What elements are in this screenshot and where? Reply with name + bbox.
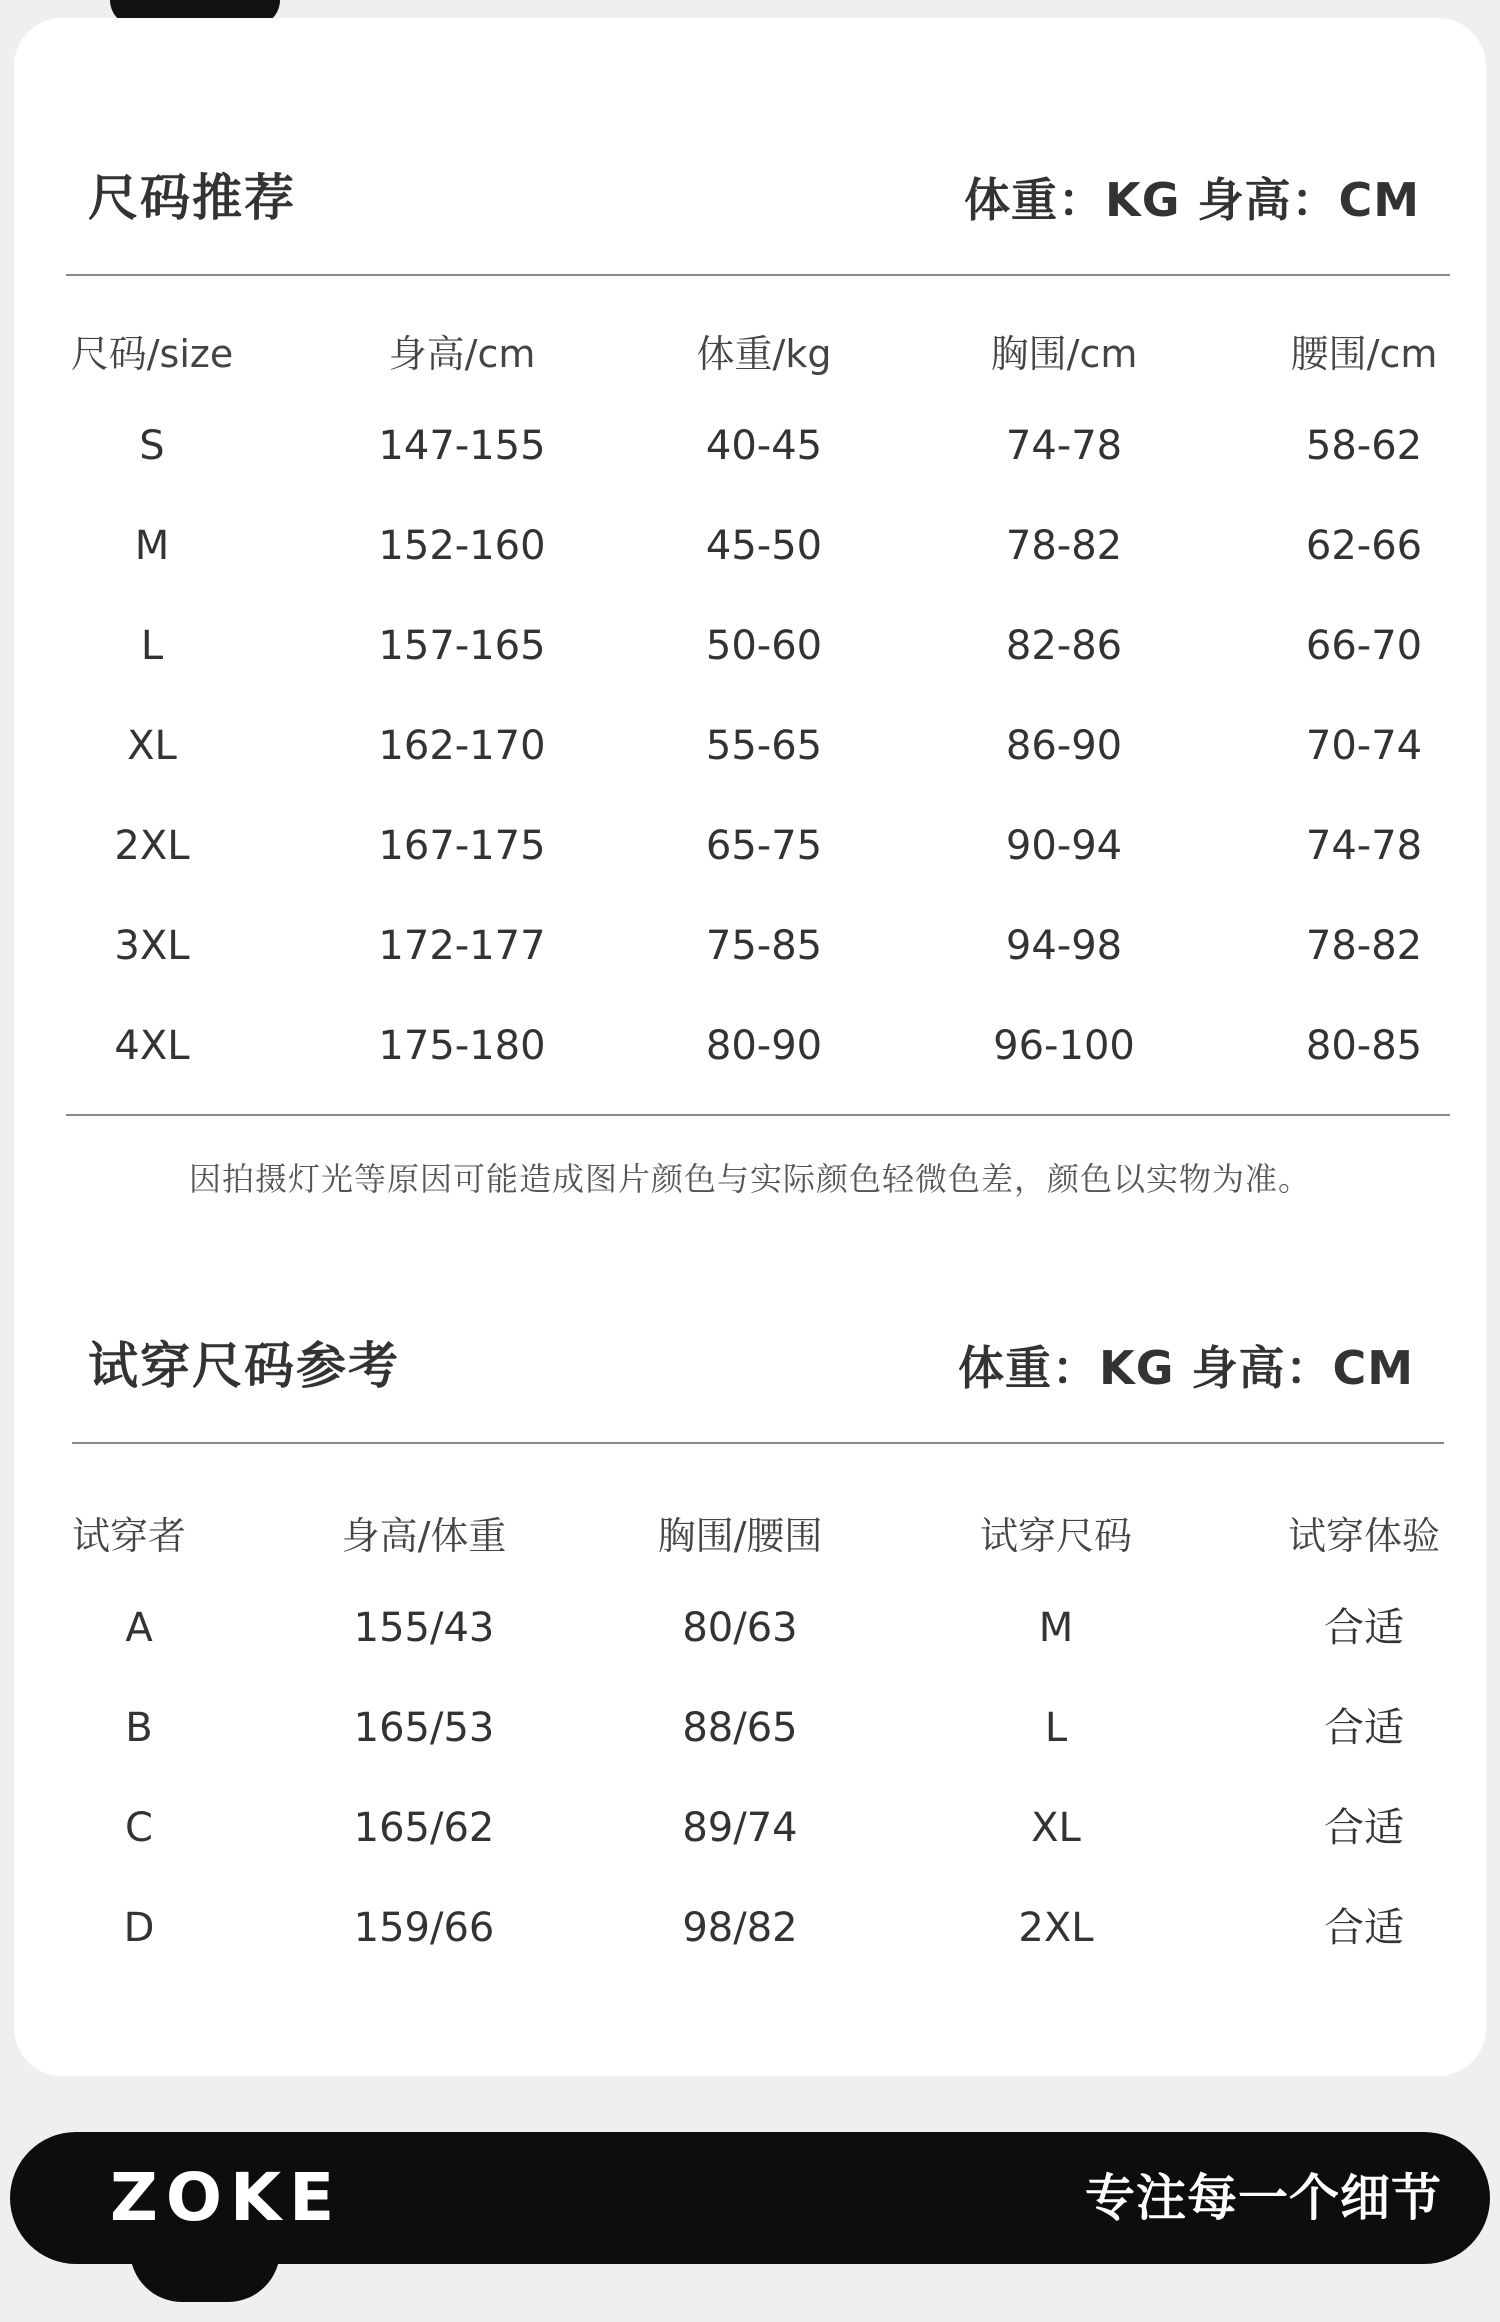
brand-logo: ZOKE: [110, 2159, 343, 2236]
table-cell: 88/65: [682, 1705, 798, 1751]
chest-waist-header-cell: 胸围/腰围: [657, 1514, 823, 1558]
height-weight-header-cell: 身高/体重: [341, 1514, 507, 1558]
tester-header-cell: 试穿者: [71, 1514, 186, 1558]
table-cell: 165/62: [353, 1805, 495, 1851]
table-cell: 167-175: [378, 823, 546, 869]
color-disclaimer-note: 因拍摄灯光等原因可能造成图片颜色与实际颜色轻微色差，颜色以实物为准。: [188, 1160, 1311, 1198]
table-cell: 82-86: [1005, 623, 1123, 669]
table-cell: 165/53: [353, 1705, 495, 1751]
tryon-table: [44, 1496, 1474, 1951]
size-section-header: [80, 168, 1420, 258]
table-cell: 80-85: [1305, 1023, 1423, 1069]
table-cell: 74-78: [1005, 423, 1123, 469]
size-table-row: [52, 706, 1472, 786]
size-table-header-row: [52, 314, 1472, 394]
table-cell: C: [125, 1805, 153, 1851]
table-cell: B: [125, 1705, 153, 1751]
table-cell: D: [123, 1905, 155, 1951]
table-cell: 78-82: [1005, 523, 1123, 569]
table-cell: 89/74: [682, 1805, 798, 1851]
table-cell: 80-90: [705, 1023, 823, 1069]
size-table-row: [52, 406, 1472, 486]
table-cell: 98/82: [682, 1905, 798, 1951]
table-cell: A: [125, 1605, 153, 1651]
brand-slogan: 专注每一个细节: [1085, 2169, 1442, 2227]
tryon-table-row: [44, 1688, 1474, 1768]
table-cell: 75-85: [705, 923, 823, 969]
size-section-units: 体重：KG 身高：CM: [964, 173, 1420, 227]
size-table-row: [52, 906, 1472, 986]
table-cell: L: [1044, 1705, 1068, 1751]
table-cell: 162-170: [378, 723, 546, 769]
tryon-experience-header-cell: 试穿体验: [1287, 1514, 1440, 1558]
table-cell: 157-165: [378, 623, 546, 669]
size-section-title: 尺码推荐: [88, 169, 296, 227]
brand-footer-bar: [10, 2132, 1490, 2264]
size-header-cell: 尺码/size: [70, 332, 234, 376]
size-guide-card: [14, 18, 1486, 2076]
table-cell: 50-60: [705, 623, 823, 669]
tryon-table-row: [44, 1788, 1474, 1868]
table-cell: 4XL: [114, 1023, 190, 1069]
table-cell: 45-50: [705, 523, 823, 569]
size-table-row: [52, 806, 1472, 886]
table-cell: 86-90: [1005, 723, 1123, 769]
waist-header-cell: 腰围/cm: [1290, 332, 1438, 376]
table-cell: 74-78: [1305, 823, 1423, 869]
table-cell: 合适: [1324, 1805, 1404, 1851]
table-cell: 2XL: [114, 823, 190, 869]
table-cell: 3XL: [114, 923, 190, 969]
table-cell: 90-94: [1005, 823, 1123, 869]
table-cell: 合适: [1324, 1705, 1404, 1751]
weight-header-cell: 体重/kg: [696, 332, 832, 376]
table-cell: 94-98: [1005, 923, 1123, 969]
table-cell: 155/43: [353, 1605, 495, 1651]
table-cell: M: [134, 523, 170, 569]
table-cell: 62-66: [1305, 523, 1423, 569]
table-cell: XL: [127, 723, 177, 769]
tryon-table-row: [44, 1588, 1474, 1668]
table-cell: 合适: [1324, 1905, 1404, 1951]
table-cell: 175-180: [378, 1023, 546, 1069]
table-cell: XL: [1031, 1805, 1081, 1851]
table-cell: 80/63: [682, 1605, 798, 1651]
table-cell: 65-75: [705, 823, 823, 869]
table-cell: 78-82: [1305, 923, 1423, 969]
height-header-cell: 身高/cm: [388, 332, 536, 376]
table-cell: 40-45: [705, 423, 823, 469]
table-cell: 66-70: [1305, 623, 1423, 669]
size-section-top-rule: [66, 274, 1450, 276]
table-cell: M: [1038, 1605, 1074, 1651]
tryon-size-header-cell: 试穿尺码: [979, 1514, 1132, 1558]
tryon-section-units: 体重：KG 身高：CM: [958, 1341, 1414, 1395]
table-cell: 147-155: [378, 423, 546, 469]
size-section-bottom-rule: [66, 1114, 1450, 1116]
tryon-section-top-rule: [72, 1442, 1444, 1444]
tryon-section-title: 试穿尺码参考: [88, 1337, 400, 1395]
table-cell: 152-160: [378, 523, 546, 569]
tryon-section-header: [80, 1336, 1420, 1426]
table-cell: 159/66: [353, 1905, 495, 1951]
size-table: [52, 314, 1472, 1069]
table-cell: 70-74: [1305, 723, 1423, 769]
table-cell: 55-65: [705, 723, 823, 769]
chest-header-cell: 胸围/cm: [990, 332, 1138, 376]
table-cell: 2XL: [1018, 1905, 1094, 1951]
table-cell: S: [139, 423, 165, 469]
table-cell: 96-100: [993, 1023, 1135, 1069]
size-table-row: [52, 606, 1472, 686]
size-table-row: [52, 1006, 1472, 1086]
table-cell: 172-177: [378, 923, 546, 969]
table-cell: L: [140, 623, 164, 669]
tryon-table-header-row: [44, 1496, 1474, 1576]
size-table-row: [52, 506, 1472, 586]
tryon-table-row: [44, 1888, 1474, 1968]
table-cell: 合适: [1324, 1605, 1404, 1651]
table-cell: 58-62: [1305, 423, 1423, 469]
